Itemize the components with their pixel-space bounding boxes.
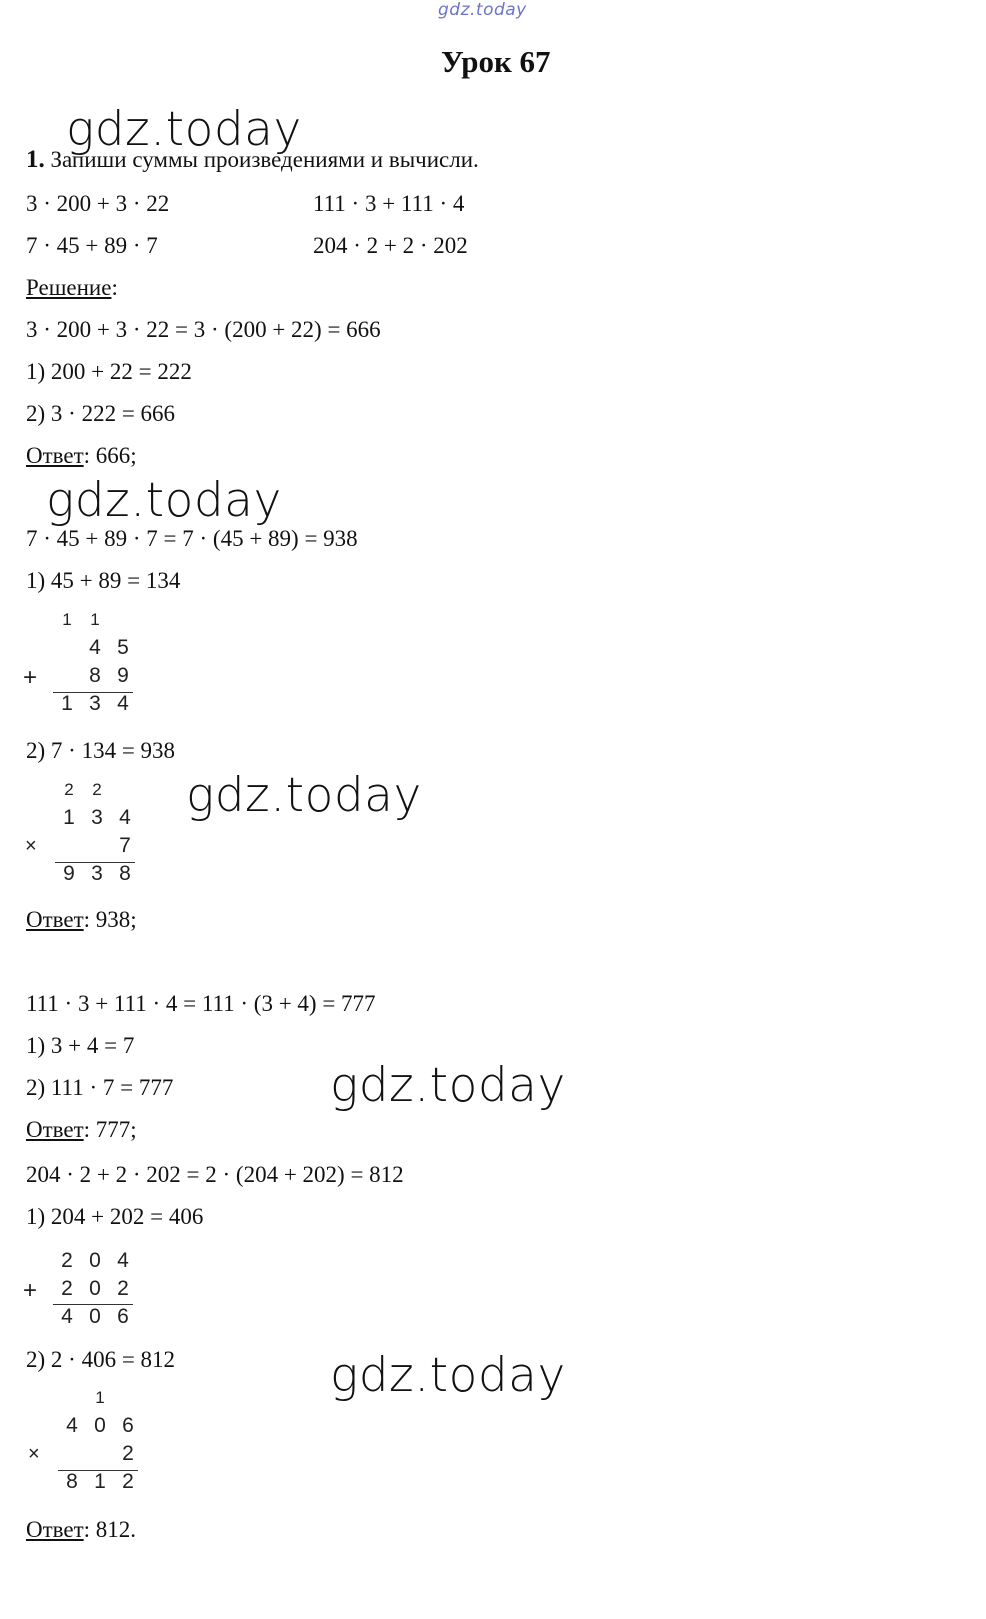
part3-answer <box>26 1116 137 1144</box>
digit: 8 <box>66 1470 78 1493</box>
task-header <box>26 146 479 174</box>
carry-digit: 2 <box>64 780 74 799</box>
answer-label: Ответ <box>26 443 84 468</box>
part1-step1: 1) 200 + 22 = 222 <box>26 359 192 384</box>
digit: 2 <box>117 1277 129 1300</box>
times-sign: × <box>28 1443 40 1465</box>
part3-step1: 1) 3 + 4 = 7 <box>26 1033 135 1058</box>
digit: 2 <box>122 1442 134 1465</box>
digit: 0 <box>94 1414 106 1437</box>
digit: 3 <box>89 692 101 715</box>
carry-digit: 1 <box>90 610 100 629</box>
page-title: Урок 67 <box>441 44 551 79</box>
digit: 0 <box>89 1305 101 1328</box>
digit: 4 <box>119 806 131 829</box>
carry-digit: 2 <box>92 780 102 799</box>
expression-c: 7 · 45 + 89 · 7 <box>26 233 158 258</box>
watermark: gdz.today <box>330 1058 566 1113</box>
part1-main: 3 · 200 + 3 · 22 = 3 · (200 + 22) = 666 <box>26 317 381 342</box>
answer-value: : 938; <box>83 907 137 932</box>
digit: 1 <box>63 806 75 829</box>
digit: 7 <box>119 834 131 857</box>
expression-b: 111 · 3 + 111 · 4 <box>313 191 465 216</box>
part2-main: 7 · 45 + 89 · 7 = 7 · (45 + 89) = 938 <box>26 526 358 551</box>
digit: 0 <box>89 1277 101 1300</box>
times-sign: × <box>25 835 37 857</box>
answer-value: : 666; <box>83 443 137 468</box>
watermark: gdz.today <box>330 1348 566 1403</box>
digit: 6 <box>122 1414 134 1437</box>
digit: 2 <box>61 1249 73 1272</box>
part1-answer <box>26 442 137 470</box>
solution-colon: : <box>111 275 118 300</box>
expression-d: 204 · 2 + 2 · 202 <box>313 233 468 258</box>
digit: 8 <box>89 664 101 687</box>
solution-label: Решение <box>26 275 112 300</box>
part4-main: 204 · 2 + 2 · 202 = 2 · (204 + 202) = 812 <box>26 1162 404 1187</box>
answer-value: : 812. <box>83 1517 137 1542</box>
carry-digit: 1 <box>95 1388 105 1407</box>
answer-label: Ответ <box>26 1517 84 1542</box>
digit: 4 <box>66 1414 78 1437</box>
part2-answer <box>26 906 137 934</box>
answer-value: : 777; <box>83 1117 137 1142</box>
part2-step2: 2) 7 · 134 = 938 <box>26 738 176 763</box>
expression-a: 3 · 200 + 3 · 22 <box>26 191 170 216</box>
part3-step2: 2) 111 · 7 = 777 <box>26 1075 174 1100</box>
watermark: gdz.today <box>186 768 422 823</box>
digit: 3 <box>91 806 103 829</box>
plus-sign: + <box>23 664 38 691</box>
answer-label: Ответ <box>26 1117 84 1142</box>
digit: 0 <box>89 1249 101 1272</box>
carry-digit: 1 <box>62 610 72 629</box>
digit: 4 <box>61 1305 73 1328</box>
part1-step2: 2) 3 · 222 = 666 <box>26 401 176 426</box>
digit: 1 <box>94 1470 106 1493</box>
digit: 9 <box>63 862 75 885</box>
digit: 2 <box>61 1277 73 1300</box>
digit: 8 <box>119 862 131 885</box>
digit: 5 <box>117 636 129 659</box>
answer-label: Ответ <box>26 907 84 932</box>
task-number: 1. <box>26 146 45 173</box>
watermark: gdz.today <box>66 102 302 157</box>
digit: 4 <box>89 636 101 659</box>
solution-heading <box>26 274 118 302</box>
watermark-top: gdz.today <box>438 0 527 20</box>
digit: 4 <box>117 692 129 715</box>
digit: 2 <box>122 1470 134 1493</box>
part4-step2: 2) 2 · 406 = 812 <box>26 1347 176 1372</box>
task-text: Запиши суммы произведениями и вычисли. <box>50 147 479 172</box>
digit: 9 <box>117 664 129 687</box>
part2-step1: 1) 45 + 89 = 134 <box>26 568 181 593</box>
part4-answer <box>26 1516 136 1544</box>
digit: 6 <box>117 1305 129 1328</box>
watermark: gdz.today <box>46 473 282 528</box>
part3-main: 111 · 3 + 111 · 4 = 111 · (3 + 4) = 777 <box>26 991 376 1016</box>
digit: 4 <box>117 1249 129 1272</box>
plus-sign: + <box>23 1277 38 1304</box>
part4-step1: 1) 204 + 202 = 406 <box>26 1204 204 1229</box>
digit: 1 <box>61 692 73 715</box>
digit: 3 <box>91 862 103 885</box>
